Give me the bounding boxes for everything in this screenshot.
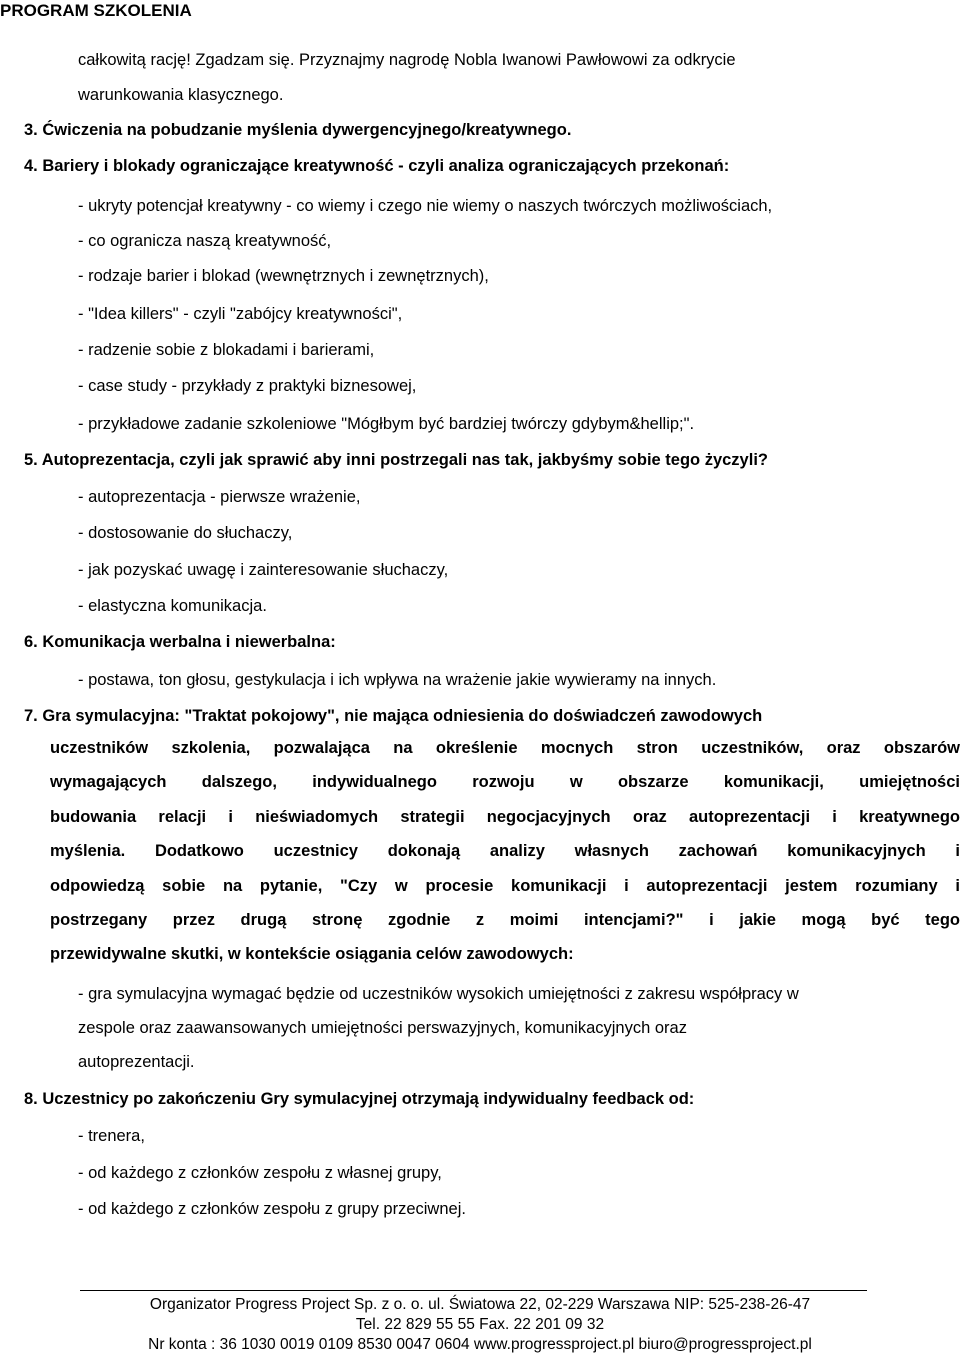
list-item: - "Idea killers" - czyli "zabójcy kreatywności", — [78, 305, 403, 323]
list-item: - radzenie sobie z blokadami i barierami, — [78, 341, 375, 359]
text-line: całkowitą rację! Zgadzam się. Przyznajmy nagrodę Nobla Iwanowi Pawłowowi za odkrycie — [78, 51, 736, 69]
section-heading-7: 7. Gra symulacyjna: "Traktat pokojowy", nie mająca odniesienia do doświadczeń zawodowych — [24, 707, 763, 725]
footer-line: Organizator Progress Project Sp. z o. o. ul. Światowa 22, 02-229 Warszawa NIP: 525-238-26-47 — [149, 1296, 811, 1313]
list-item: - gra symulacyjna wymagać będzie od uczestników wysokich umiejętności z zakresu współpracy w — [78, 985, 799, 1003]
list-item: - dostosowanie do słuchaczy, — [78, 524, 293, 542]
section-heading-3: 3. Ćwiczenia na pobudzanie myślenia dywergencyjnego/kreatywnego. — [24, 121, 572, 139]
list-item: zespole oraz zaawansowanych umiejętności perswazyjnych, komunikacyjnych oraz — [78, 1019, 687, 1037]
list-item: - elastyczna komunikacja. — [78, 597, 267, 615]
footer-line: Tel. 22 829 55 55 Fax. 22 201 09 32 — [355, 1316, 605, 1333]
list-item: autoprezentacji. — [78, 1053, 195, 1071]
section-heading-5: 5. Autoprezentacja, czyli jak sprawić aby inni postrzegali nas tak, jakbyśmy sobie tego życzyli? — [24, 451, 768, 469]
paragraph-line: przewidywalne skutki, w kontekście osiągania celów zawodowych: — [50, 945, 574, 964]
paragraph-line: budowania relacji i nieświadomych strategii negocjacyjnych oraz autoprezentacji i kreatywnego — [50, 807, 960, 826]
section-heading-6: 6. Komunikacja werbalna i niewerbalna: — [24, 633, 336, 651]
footer-divider — [80, 1290, 867, 1291]
paragraph-line: postrzegany przez drugą stronę zgodnie z moimi intencjami?" i jakie mogą być tego — [50, 910, 960, 929]
list-item: - od każdego z członków zespołu z grupy przeciwnej. — [78, 1200, 466, 1218]
list-item: - rodzaje barier i blokad (wewnętrznych i zewnętrznych), — [78, 267, 489, 285]
list-item: - ukryty potencjał kreatywny - co wiemy i czego nie wiemy o naszych twórczych możliwościach, — [78, 197, 773, 215]
list-item: - co ogranicza naszą kreatywność, — [78, 232, 332, 250]
list-item: - case study - przykłady z praktyki biznesowej, — [78, 377, 417, 395]
paragraph-line: uczestników szkolenia, pozwalająca na określenie mocnych stron uczestników, oraz obszarów — [50, 739, 960, 757]
list-item: - trenera, — [78, 1127, 145, 1145]
list-item: - od każdego z członków zespołu z własnej grupy, — [78, 1164, 442, 1182]
paragraph-line: wymagających dalszego, indywidualnego rozwoju w obszarze komunikacji, umiejętności — [50, 773, 960, 792]
paragraph-line: odpowiedzą sobie na pytanie, "Czy w procesie komunikacji i autoprezentacji jestem rozumiany i — [50, 876, 960, 895]
text-line: warunkowania klasycznego. — [78, 86, 284, 104]
section-heading-4: 4. Bariery i blokady ograniczające kreatywność - czyli analiza ograniczających przekonań: — [24, 157, 730, 175]
list-item: - przykładowe zadanie szkoleniowe "Mógłbym być bardziej twórczy gdybym&hellip;". — [78, 415, 695, 433]
page-header-title: PROGRAM SZKOLENIA — [0, 1, 192, 20]
section-7-paragraph — [50, 731, 960, 972]
list-item: - autoprezentacja - pierwsze wrażenie, — [78, 488, 361, 506]
footer-line: Nr konta : 36 1030 0019 0109 8530 0047 0604 www.progressproject.pl biuro@progressproject.pl — [148, 1336, 812, 1353]
paragraph-line: myślenia. Dodatkowo uczestnicy dokonają analizy własnych zachowań komunikacyjnych i — [50, 842, 960, 861]
section-heading-8: 8. Uczestnicy po zakończeniu Gry symulacyjnej otrzymają indywidualny feedback od: — [24, 1090, 695, 1108]
list-item: - jak pozyskać uwagę i zainteresowanie słuchaczy, — [78, 561, 449, 579]
list-item: - postawa, ton głosu, gestykulacja i ich wpływa na wrażenie jakie wywieramy na innych. — [78, 671, 717, 689]
